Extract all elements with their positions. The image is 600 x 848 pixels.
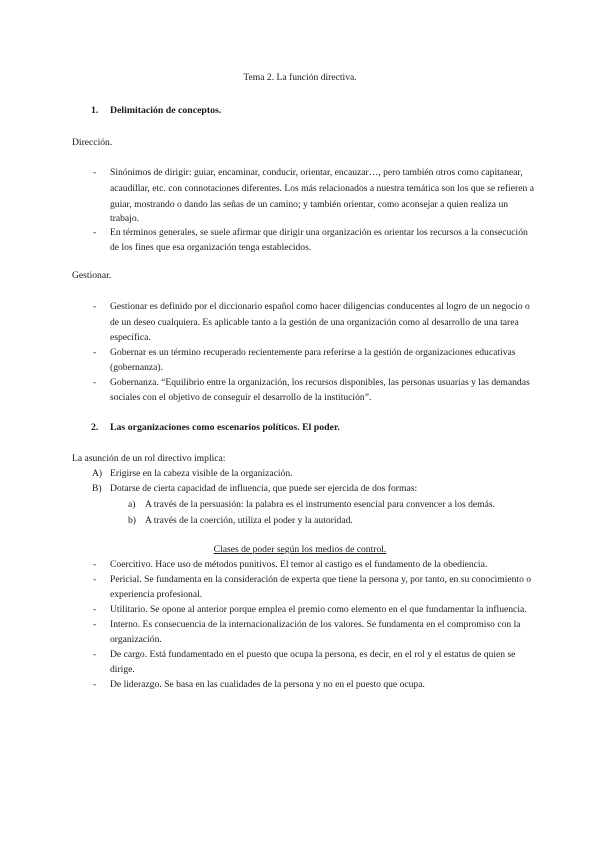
document-title: Tema 2. La función directiva. [243,72,357,83]
bullet-dash: - [93,619,97,630]
list-item-a: Erigirse en la cabeza visible de la organización. [110,468,293,479]
section-2-number: 2. [91,422,99,433]
clase-pericial-line2: experiencia profesional. [110,589,203,600]
clase-coercitivo: Coercitivo. Hace uso de métodos punitivos. El temor al castigo es el fundamento de la obediencia. [110,559,488,570]
section-1-heading: Delimitación de conceptos. [110,105,222,116]
gestionar-b1-line1: Gestionar es definido por el diccionario español como hacer diligencias conducentes al logro de un negocio o [110,301,530,312]
clase-interno-line2: organización. [110,634,162,645]
sublist-marker-a: a) [128,499,136,510]
clase-utilitario: Utilitario. Se opone al anterior porque emplea el premio como elemento en el que fundamentar la influencia. [110,604,527,615]
sublist-marker-b: b) [128,515,136,526]
direccion-b2-line1: En términos generales, se suele afirmar que dirigir una organización es orientar los recursos a la consecución [110,227,528,238]
sublist-item-a: A través de la persuasión: la palabra es el instrumento esencial para convencer a los demás. [145,499,496,510]
clase-de-cargo-line1: De cargo. Está fundamentado en el puesto que ocupa la persona, es decir, en el rol y el estatus de quien se [110,649,516,660]
section-1-number: 1. [91,105,99,116]
bullet-dash: - [93,559,97,570]
clase-interno-line1: Interno. Es consecuencia de la internacionalización de los valores. Se fundamenta en el compromiso con la [110,619,521,630]
clase-de-cargo-line2: dirige. [110,664,135,675]
bullet-dash: - [93,649,97,660]
section-2-heading: Las organizaciones como escenarios políticos. El poder. [110,422,340,433]
clases-poder-title: Clases de poder según los medios de control. [213,544,387,555]
direccion-b1-line1: Sinónimos de dirigir: guiar, encaminar, conducir, orientar, encauzar…, pero también otros como capitanear, [110,167,523,178]
bullet-dash: - [93,574,97,585]
gestionar-b1-line2: de un deseo cualquiera. Es aplicable tanto a la gestión de una organización como al desarrollo de una tarea [110,317,519,328]
gestionar-label: Gestionar. [72,270,112,281]
gestionar-b3-line1: Gobernanza. “Equilibrio entre la organización, los recursos disponibles, las personas usuarias y las demandas [110,377,530,388]
list-marker-a: A) [92,468,103,479]
gestionar-b1-line3: específica. [110,332,151,343]
gestionar-b2-line1: Gobernar es un término recuperado recientemente para referirse a la gestión de organizaciones educativas [110,347,516,358]
direccion-b1-line4: trabajo. [110,213,140,224]
bullet-dash: - [93,167,97,178]
bullet-dash: - [93,604,97,615]
bullet-dash: - [93,679,97,690]
direccion-b2-line2: de los fines que esa organización tenga establecidos. [110,242,312,253]
gestionar-b2-line2: (gobernanza). [110,362,163,373]
list-item-b: Dotarse de cierta capacidad de influencia, que puede ser ejercida de dos formas: [110,483,418,494]
clase-pericial-line1: Pericial. Se fundamenta en la consideración de experta que tiene la persona y, por tanto, en su conocimiento o [110,574,532,585]
sublist-item-b: A través de la coerción, utiliza el poder y la autoridad. [145,515,353,526]
clase-liderazgo: De liderazgo. Se basa en las cualidades de la persona y no en el puesto que ocupa. [110,679,425,690]
direccion-b1-line2: acaudillar, etc. con connotaciones diferentes. Los más relacionados a nuestra temática son los que se refieren a [110,183,534,194]
direccion-label: Dirección. [72,137,113,148]
bullet-dash: - [93,347,97,358]
bullet-dash: - [93,377,97,388]
bullet-dash: - [93,227,97,238]
direccion-b1-line3: guiar, mostrando o dando las señas de un camino; y también orientar, como aconsejar a quien realiza un [110,199,509,210]
gestionar-b3-line2: sociales con el objetivo de conseguir el desarrollo de la institución”. [110,392,372,403]
bullet-dash: - [93,301,97,312]
intro-text: La asunción de un rol directivo implica: [72,453,226,464]
list-marker-b: B) [92,483,102,494]
